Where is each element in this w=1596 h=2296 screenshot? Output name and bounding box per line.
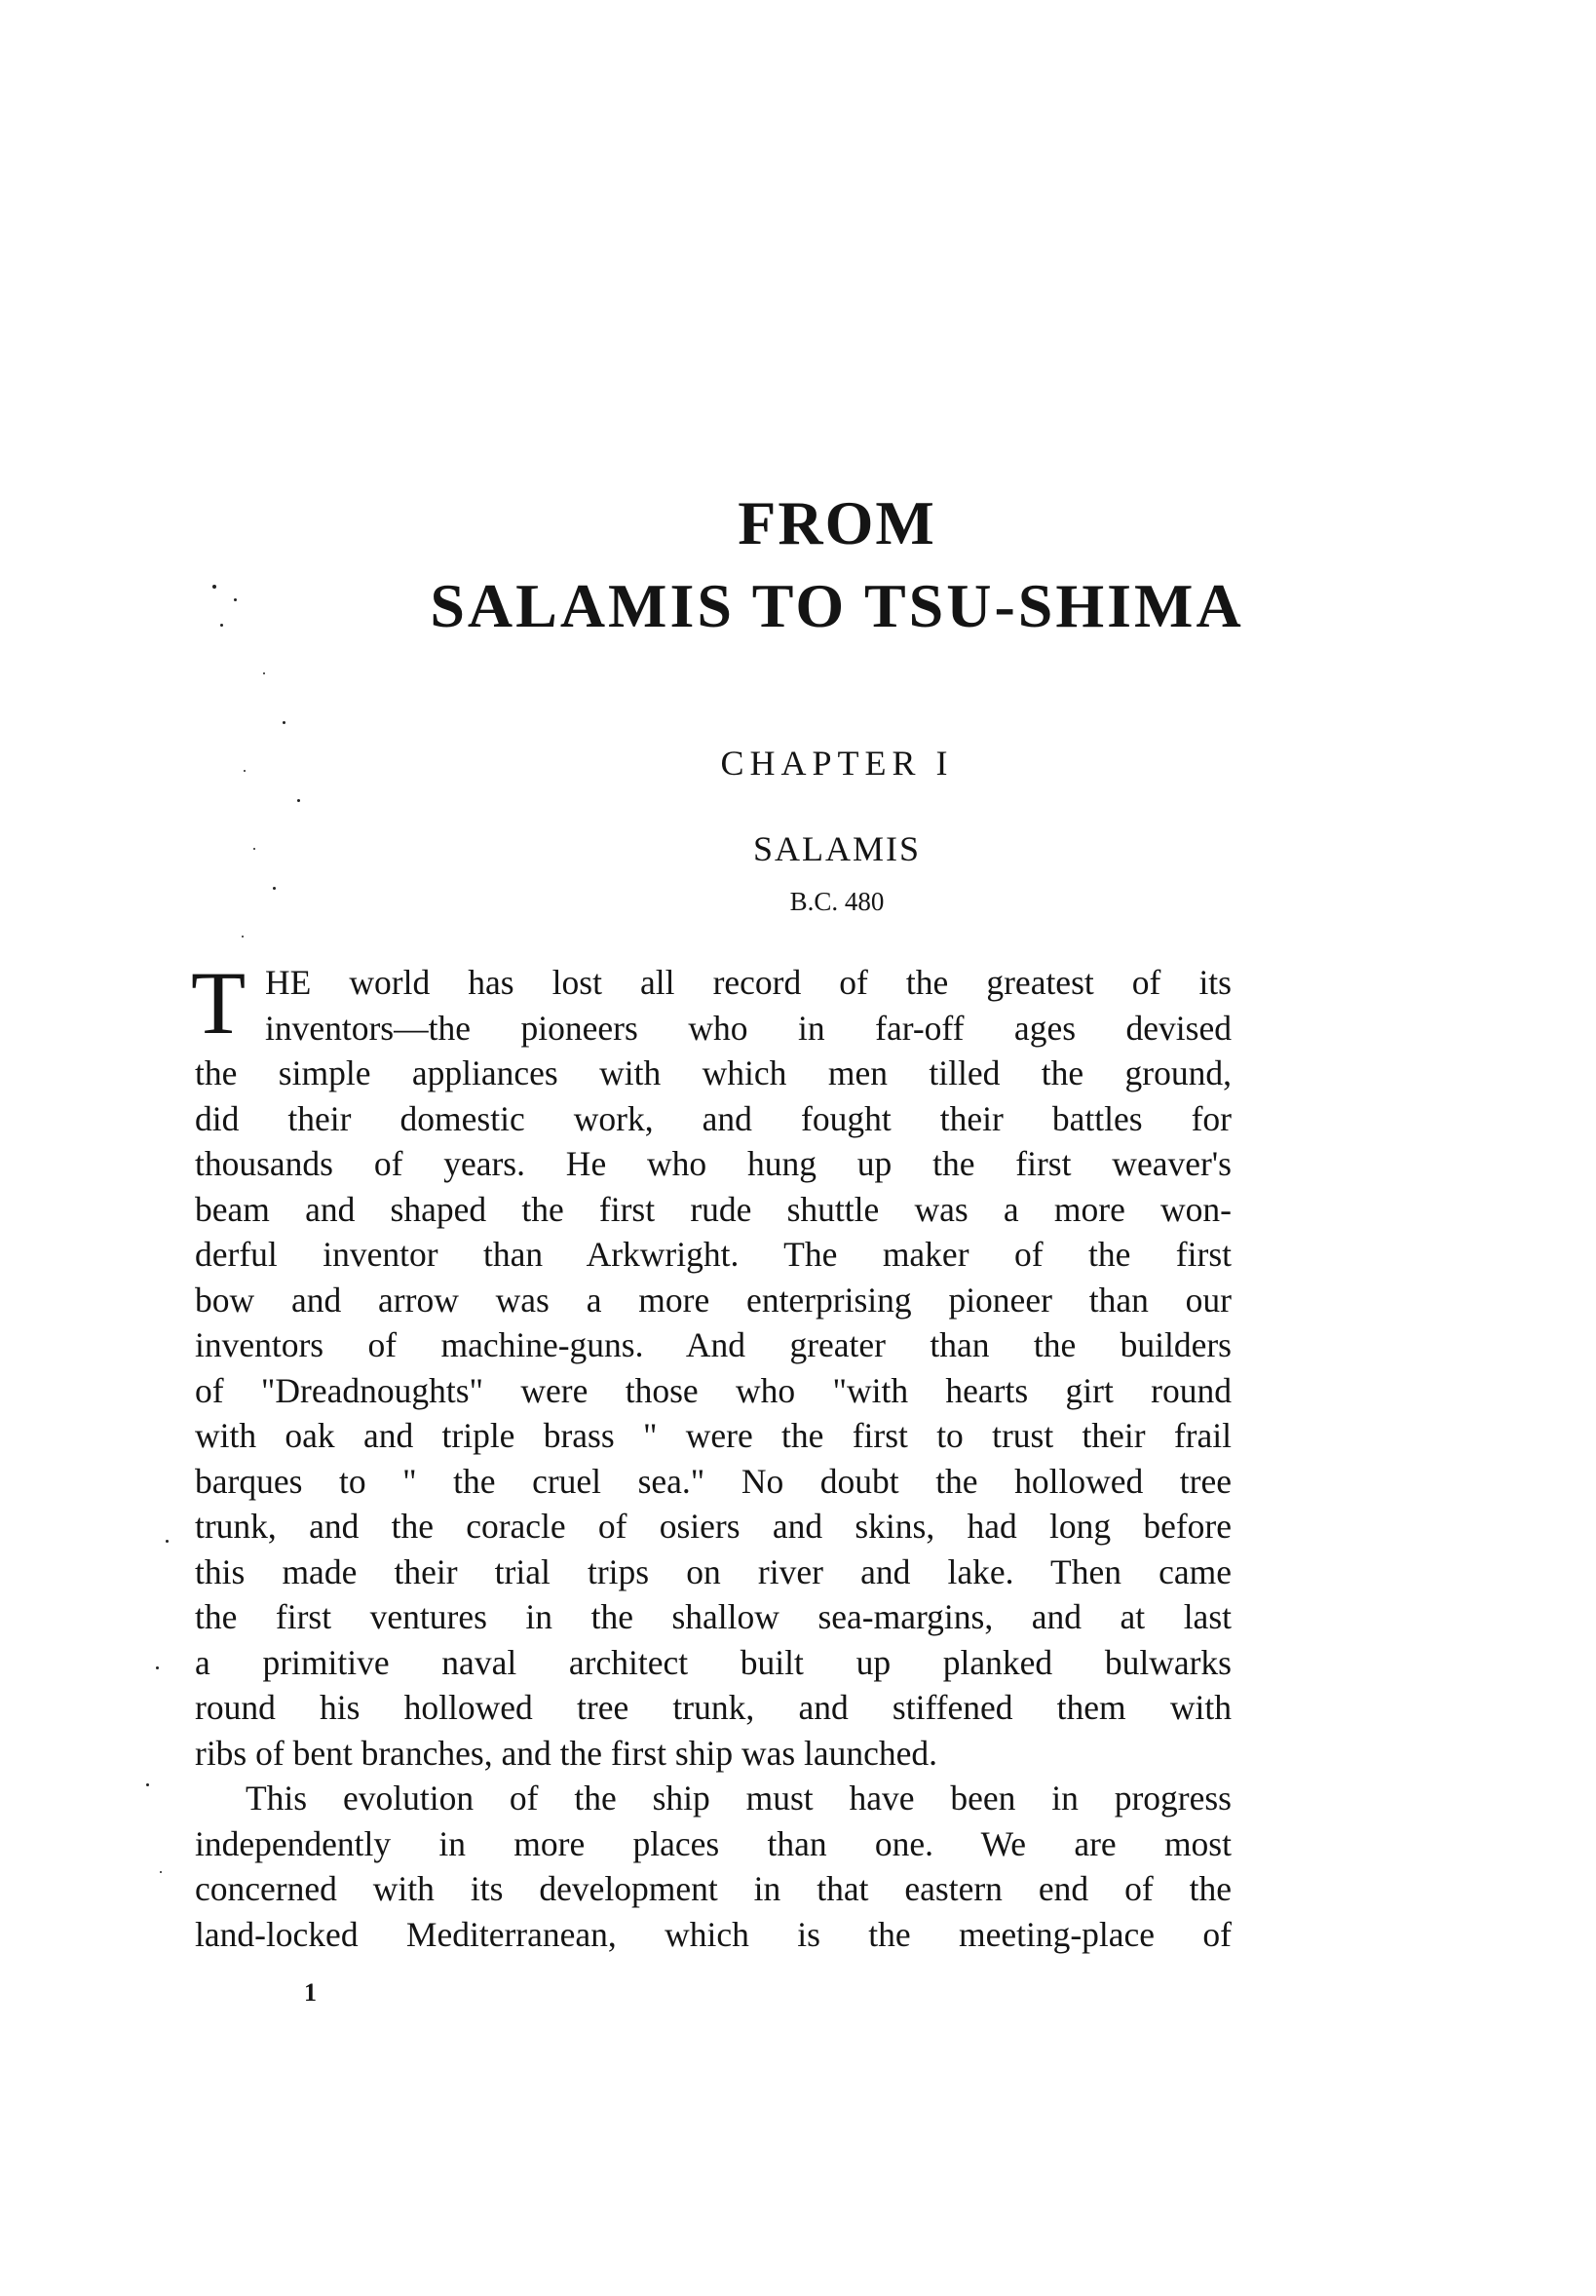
text-line: bow and arrow was a more enterprising pioneer than our: [195, 1280, 1232, 1320]
text-line: derful inventor than Arkwright. The maker of the first: [195, 1235, 1232, 1274]
chapter-date: B.C. 480: [789, 887, 885, 916]
book-title-line-1: FROM: [738, 488, 936, 557]
speck: [283, 721, 285, 724]
speck: [297, 799, 300, 802]
text-line: land-locked Mediterranean, which is the meeting-place of: [195, 1914, 1232, 1954]
text-line: concerned with its development in that eastern end of the: [195, 1869, 1232, 1908]
text-line: a primitive naval architect built up planked bulwarks: [195, 1642, 1232, 1682]
text-line: of "Dreadnoughts" were those who "with hearts girt round: [195, 1370, 1232, 1410]
chapter-title: SALAMIS: [752, 829, 922, 868]
text-line: ribs of bent branches, and the first ship was launched.: [195, 1733, 938, 1773]
speck: [263, 672, 265, 674]
speck: [166, 1540, 169, 1543]
text-line: This evolution of the ship must have been in progress: [246, 1779, 1232, 1818]
speck: [156, 1666, 159, 1669]
text-line: did their domestic work, and fought their battles for: [195, 1098, 1232, 1138]
speck: [146, 1783, 149, 1786]
text-line: inventors—the pioneers who in far-off ages devised: [265, 1008, 1232, 1048]
text-line: with oak and triple brass " were the first to trust their frail: [195, 1416, 1232, 1455]
speck: [242, 936, 244, 938]
text-line: barques to " the cruel sea." No doubt the hollowed tree: [195, 1461, 1232, 1501]
body-text: [191, 953, 1232, 1957]
book-title-line-2: SALAMIS TO TSU-SHIMA: [430, 571, 1244, 640]
page-number: 1: [304, 1978, 317, 2007]
opening-paragraph: [191, 953, 1232, 1052]
text-line: trunk, and the coracle of osiers and skins, had long before: [195, 1507, 1232, 1546]
text-line: this made their trial trips on river and lake. Then came: [195, 1551, 1232, 1591]
text-line: thousands of years. He who hung up the first weaver's: [195, 1144, 1232, 1183]
text-line: the simple appliances with which men tilled the ground,: [195, 1053, 1232, 1092]
speck: [160, 1871, 162, 1873]
text-line: beam and shaped the first rude shuttle was a more won-: [195, 1189, 1232, 1229]
text-line: the first ventures in the shallow sea-margins, and at last: [195, 1597, 1232, 1636]
text-line: independently in more places than one. We are most: [195, 1823, 1232, 1863]
chapter-label: CHAPTER I: [720, 744, 954, 783]
text-line: inventors of machine-guns. And greater than the builders: [195, 1325, 1232, 1364]
drop-cap: T: [191, 953, 247, 1052]
text-line: HE world has lost all record of the greatest of its: [265, 963, 1232, 1002]
text-line: round his hollowed tree trunk, and stiffened them with: [195, 1688, 1232, 1727]
